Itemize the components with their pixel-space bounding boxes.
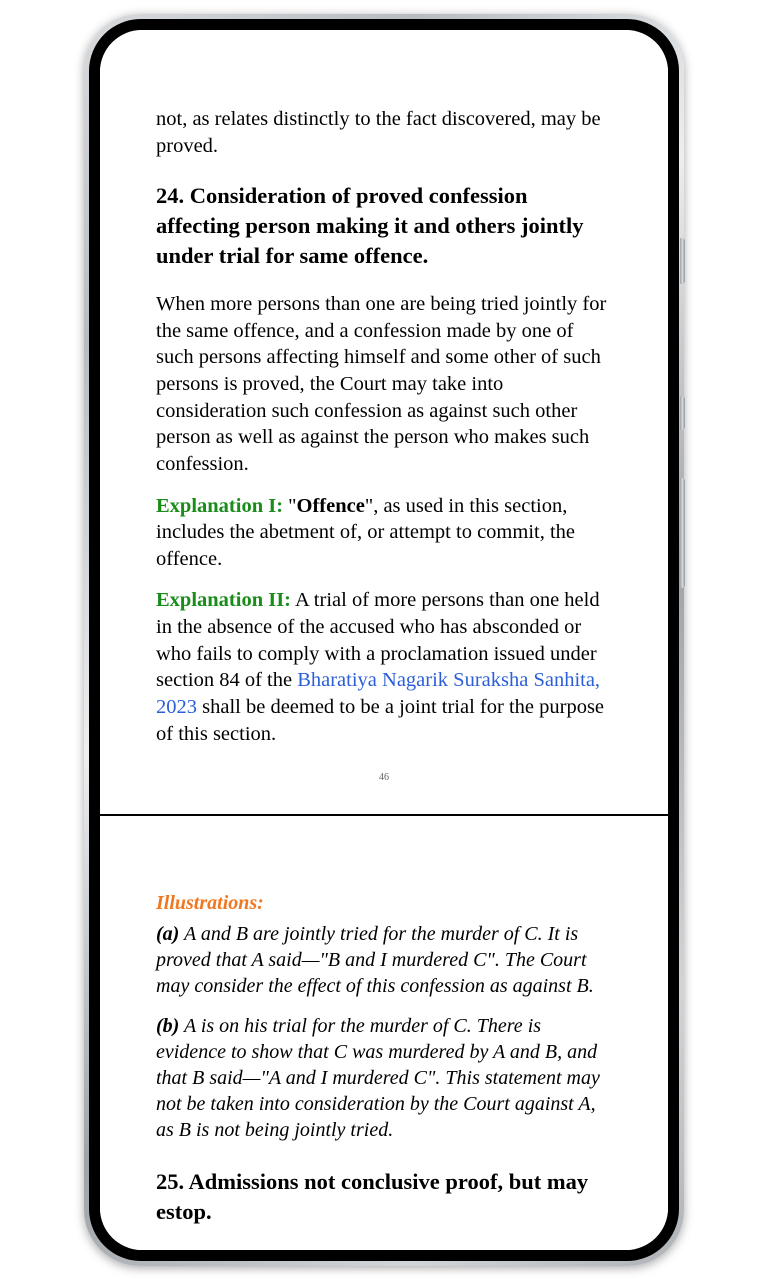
explanation-2-text-2: shall be deemed to be a joint trial for the purpose of this section. <box>156 696 605 745</box>
section-24-heading: 24. Consideration of proved confession affecting person making it and others jointly under trial for same offence. <box>156 183 584 269</box>
bnss-2023-link[interactable]: Bharatiya Nagarik Suraksha Sanhita, 2023 <box>156 669 601 719</box>
volume-down-button[interactable] <box>680 396 685 430</box>
page-number: 46 <box>379 772 389 784</box>
illustration-item <box>156 921 612 999</box>
section-24-body: When more persons than one are being tried jointly for the same offence, and a confession made by one of such persons affecting himself and some other of such persons is proved, the Court may take into consideration such confession as against such other person as well as against the person who makes such confession. <box>156 293 607 475</box>
power-button[interactable] <box>680 478 685 588</box>
illustration-item <box>156 1013 612 1143</box>
illustration-marker: (a) <box>156 923 180 945</box>
volume-up-button[interactable] <box>680 238 685 284</box>
explanation-1-term: Offence <box>296 494 365 517</box>
document-page-1 <box>100 30 668 814</box>
phone-screen <box>100 30 668 1250</box>
explanation-1-prefix: " <box>283 494 297 517</box>
explanation-1-paragraph <box>156 493 612 573</box>
explanation-1-label: Explanation I: <box>156 494 284 517</box>
illustration-text: A is on his trial for the murder of C. There is evidence to show that C was murdered by A and B, and that B said—"A and I murdered C". This statement may not be taken into consideration by the Court against A, as B is not being jointly tried. <box>156 1015 600 1141</box>
section-25-heading: 25. Admissions not conclusive proof, but may estop. <box>156 1169 589 1224</box>
explanation-2-paragraph <box>156 587 612 747</box>
illustrations-heading: Illustrations: <box>156 892 264 914</box>
illustration-text: A and B are jointly tried for the murder of C. It is proved that A said—"B and I murdered C". The Court may consider the effect of this confession as against B. <box>156 923 594 997</box>
explanation-2-label: Explanation II: <box>156 589 292 612</box>
page-top-margin <box>156 816 612 890</box>
illustration-marker: (b) <box>156 1015 180 1037</box>
continued-paragraph: not, as relates distinctly to the fact discovered, may be proved. <box>156 108 601 157</box>
explanation-1-suffix: ", as used in this section, includes the abetment of, or attempt to commit, the offence. <box>156 494 575 570</box>
explanation-2-text-1: A trial of more persons than one held in the absence of the accused who has absconded or who fails to comply with a proclamation issued under section 84 of the <box>156 589 600 692</box>
document-page-2 <box>100 816 668 1250</box>
